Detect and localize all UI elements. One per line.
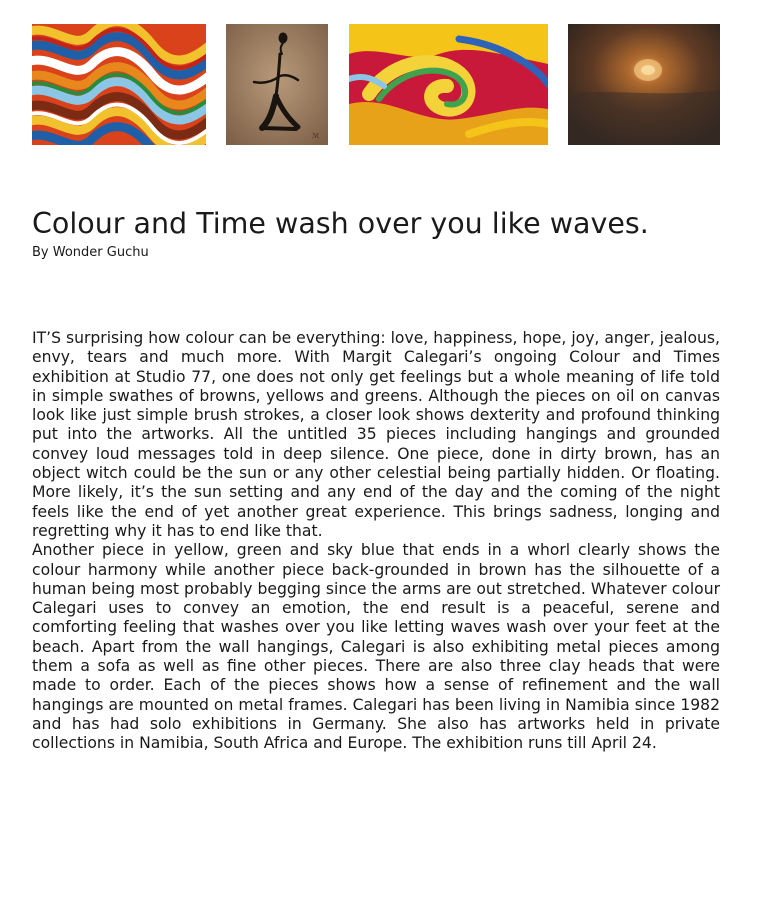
whorl-graphic [349, 24, 548, 145]
article-paragraph: IT’S surprising how colour can be everything: love, happiness, hope, joy, anger, jealous, envy, tears and much more. With Margit Calegari’s ongoing Colour and Times exhibition at Studio 77, one does not only get feelings but a whole meaning of life told in simple swathes of browns, yellows and greens. Although the pieces on oil on canvas look like just simple brush strokes, a closer look shows dexterity and profound thinking put into the artworks. All the untitled 35 pieces including hangings and grounded convey loud messages told in deep silence. One piece, done in dirty brown, has an object witch could be the sun or any other celestial being partially hidden. Or floating. More likely, it’s the sun setting and any end of the day and the coming of the night feels like the end of yet another great experience. This brings sadness, longing and regretting why it has to end like that. [32, 329, 720, 540]
article-title: Colour and Time wash over you like waves. [32, 207, 649, 240]
svg-text:ℳ: ℳ [312, 132, 320, 140]
article-paragraph: Another piece in yellow, green and sky blue that ends in a whorl clearly shows the colour harmony while another piece back-grounded in brown has the silhouette of a human being most probably begging since the arms are out stretched. Whatever colour Calegari uses to convey an emotion, the end result is a peaceful, serene and comforting feeling that washes over you like letting waves wash over your feet at the beach. Apart from the wall hangings, Calegari is also exhibiting metal pieces among them a sofa as well as fine other pieces. There are also three clay heads that were made to order. Each of the pieces shows how a sense of refinement and the wall hangings are mounted on metal frames. Calegari has been living in Namibia since 1982 and has had solo exhibitions in Germany. She also has artworks held in private collections in Namibia, South Africa and Europe. The exhibition runs till April 24. [32, 541, 720, 753]
silhouette-human-figure-painting [226, 24, 328, 145]
article-byline: By Wonder Guchu [32, 245, 149, 260]
yellow-red-whorl-painting [349, 24, 548, 145]
brown-sun-celestial-painting [568, 24, 720, 145]
celestial-sun-graphic [568, 24, 720, 145]
article-body [32, 329, 720, 754]
human-silhouette-graphic [226, 24, 328, 145]
wavy-stripes-graphic [32, 24, 206, 145]
colourful-wavy-stripes-painting [32, 24, 206, 145]
